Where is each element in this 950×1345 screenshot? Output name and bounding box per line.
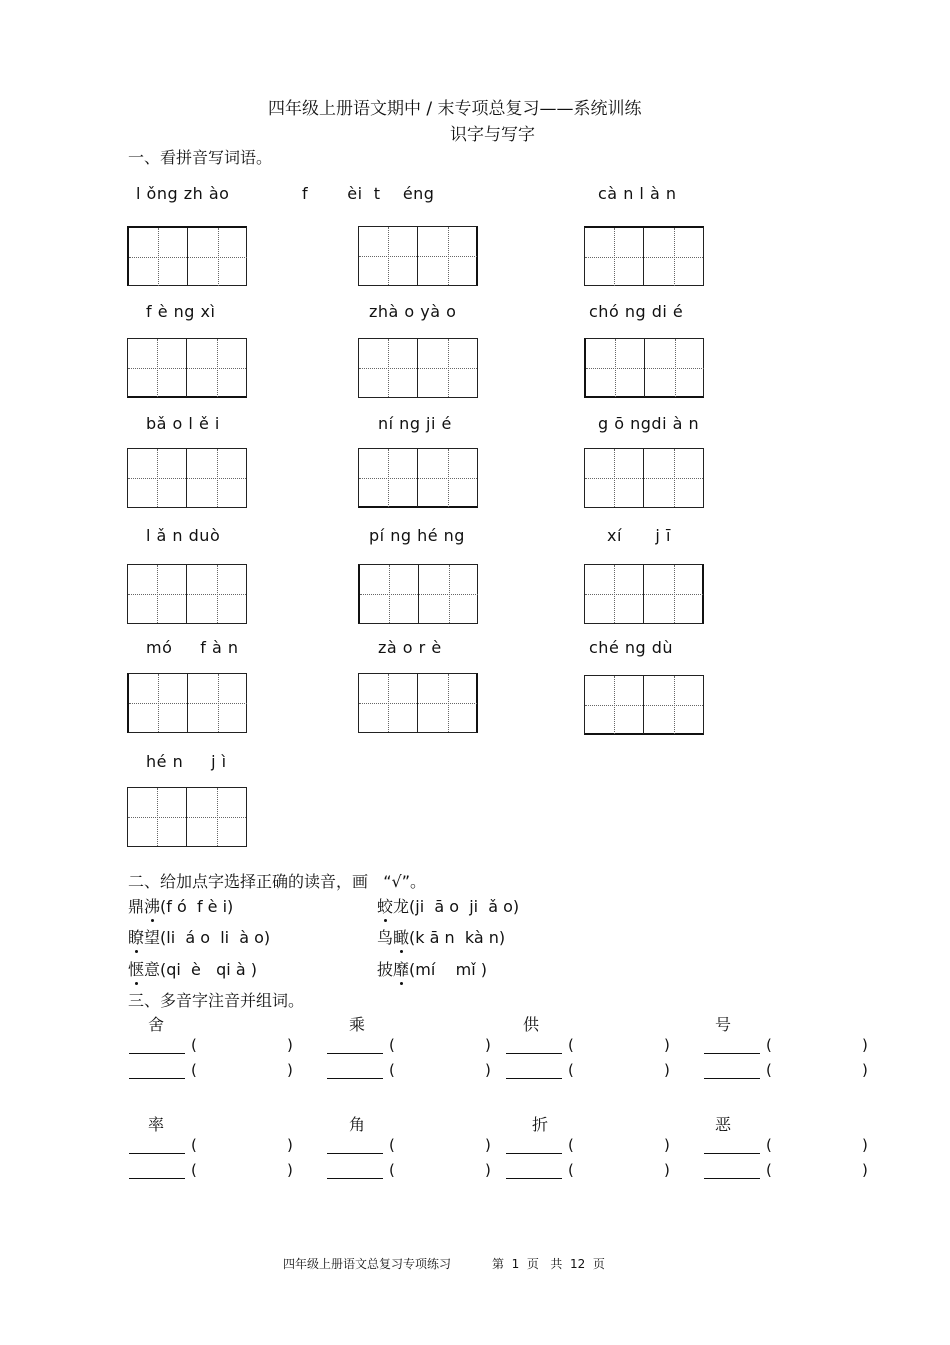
polyphonic-char: 乘 (349, 1015, 366, 1034)
polyphonic-char: 舍 (148, 1015, 165, 1034)
pronunciation-item[interactable] (128, 925, 270, 948)
answer-blank[interactable] (129, 1036, 293, 1054)
open-paren: ( (389, 1161, 395, 1179)
pronunciation-item[interactable] (377, 894, 519, 917)
close-paren: ) (862, 1036, 868, 1054)
close-paren: ) (287, 1161, 293, 1179)
answer-blank[interactable] (704, 1161, 868, 1179)
open-paren: ( (389, 1061, 395, 1079)
close-paren: ) (862, 1136, 868, 1154)
close-paren: ) (287, 1136, 293, 1154)
reading-options: (qi è qi à ) (160, 960, 257, 979)
reading-options: (ji ā o ji ǎ o) (409, 897, 520, 916)
open-paren: ( (191, 1036, 197, 1054)
polyphonic-char: 恶 (715, 1115, 732, 1134)
pinyin-label: hé n j ì (146, 752, 227, 771)
answer-blank[interactable] (506, 1161, 670, 1179)
pinyin-label: zhà o yà o (369, 302, 457, 321)
word-char: 望 (144, 928, 161, 947)
pinyin-label: l ǎ n duò (146, 526, 221, 545)
pinyin-line[interactable] (506, 1064, 562, 1079)
answer-blank[interactable] (327, 1036, 491, 1054)
word-char: 鸟 (377, 928, 394, 947)
open-paren: ( (766, 1136, 772, 1154)
close-paren: ) (485, 1036, 491, 1054)
pinyin-line[interactable] (506, 1039, 562, 1054)
writing-grid[interactable] (358, 673, 478, 733)
footer-text: 四年级上册语文总复习专项练习 (283, 1257, 452, 1271)
polyphonic-char: 折 (532, 1115, 549, 1134)
pinyin-line[interactable] (129, 1039, 185, 1054)
word-char: 披 (377, 960, 394, 979)
dotted-char: 靡 (393, 957, 409, 980)
pinyin-line[interactable] (704, 1164, 760, 1179)
close-paren: ) (862, 1061, 868, 1079)
dotted-char: 瞭 (128, 925, 144, 948)
writing-grid[interactable] (358, 448, 478, 508)
pinyin-line[interactable] (129, 1164, 185, 1179)
open-paren: ( (191, 1061, 197, 1079)
close-paren: ) (485, 1061, 491, 1079)
polyphonic-char: 供 (523, 1015, 540, 1034)
close-paren: ) (485, 1136, 491, 1154)
pinyin-label: l ǒng zh ào (136, 184, 230, 203)
open-paren: ( (568, 1036, 574, 1054)
open-paren: ( (766, 1036, 772, 1054)
pinyin-line[interactable] (704, 1139, 760, 1154)
writing-grid[interactable] (127, 564, 247, 624)
page-title: 四年级上册语文期中 / 末专项总复习——系统训练 (268, 99, 642, 119)
pinyin-label: cà n l à n (598, 184, 677, 203)
pinyin-label: mó f à n (146, 638, 239, 657)
close-paren: ) (664, 1136, 670, 1154)
writing-grid[interactable] (127, 448, 247, 508)
open-paren: ( (389, 1036, 395, 1054)
close-paren: ) (287, 1036, 293, 1054)
pronunciation-item[interactable] (128, 894, 233, 917)
pinyin-label: zà o r è (378, 638, 442, 657)
pinyin-line[interactable] (506, 1139, 562, 1154)
pinyin-label: ché ng dù (589, 638, 674, 657)
pronunciation-item[interactable] (377, 925, 505, 948)
page-subtitle: 识字与写字 (450, 125, 535, 145)
dotted-char: 惬 (128, 957, 144, 980)
writing-grid[interactable] (584, 448, 704, 508)
answer-blank[interactable] (506, 1136, 670, 1154)
pinyin-line[interactable] (327, 1064, 383, 1079)
open-paren: ( (191, 1161, 197, 1179)
reading-options: (f ó f è i) (160, 897, 234, 916)
answer-blank[interactable] (506, 1036, 670, 1054)
open-paren: ( (568, 1161, 574, 1179)
page-number: 第 1 页 共 12 页 (492, 1257, 605, 1271)
section3-heading: 三、多音字注音并组词。 (128, 991, 305, 1010)
pinyin-label: g ō ngdi à n (598, 414, 700, 433)
close-paren: ) (287, 1061, 293, 1079)
answer-blank[interactable] (327, 1136, 491, 1154)
word-char: 龙 (393, 897, 410, 916)
writing-grid[interactable] (127, 673, 247, 733)
section2-heading: 二、给加点字选择正确的读音，画 “√”。 (128, 872, 427, 891)
answer-blank[interactable] (704, 1061, 868, 1079)
writing-grid[interactable] (127, 787, 247, 847)
dotted-char: 瞰 (393, 925, 409, 948)
pinyin-line[interactable] (327, 1039, 383, 1054)
dotted-char: 蛟 (377, 894, 393, 917)
writing-grid[interactable] (358, 338, 478, 398)
answer-blank[interactable] (129, 1136, 293, 1154)
close-paren: ) (664, 1036, 670, 1054)
answer-blank[interactable] (129, 1161, 293, 1179)
polyphonic-char: 率 (148, 1115, 165, 1134)
open-paren: ( (389, 1136, 395, 1154)
open-paren: ( (766, 1061, 772, 1079)
word-char: 鼎 (128, 897, 145, 916)
section1-heading: 一、看拼音写词语。 (128, 148, 273, 167)
writing-grid[interactable] (584, 338, 704, 398)
reading-options: (k ā n kà n) (409, 928, 506, 947)
answer-blank[interactable] (327, 1061, 491, 1079)
polyphonic-char: 号 (715, 1015, 732, 1034)
writing-grid[interactable] (584, 226, 704, 286)
pinyin-line[interactable] (327, 1164, 383, 1179)
pinyin-label: f èi t éng (302, 184, 435, 203)
answer-blank[interactable] (506, 1061, 670, 1079)
pinyin-label: chó ng di é (589, 302, 684, 321)
close-paren: ) (664, 1161, 670, 1179)
pronunciation-item[interactable] (377, 957, 487, 980)
writing-grid[interactable] (358, 226, 478, 286)
pinyin-line[interactable] (129, 1064, 185, 1079)
pinyin-line[interactable] (327, 1139, 383, 1154)
answer-blank[interactable] (704, 1036, 868, 1054)
answer-blank[interactable] (129, 1061, 293, 1079)
reading-options: (mí mǐ ) (409, 960, 488, 979)
word-char: 意 (144, 960, 161, 979)
open-paren: ( (568, 1136, 574, 1154)
pronunciation-item[interactable] (128, 957, 257, 980)
writing-grid[interactable] (127, 226, 247, 286)
pinyin-line[interactable] (704, 1039, 760, 1054)
pinyin-line[interactable] (129, 1139, 185, 1154)
reading-options: (li á o li à o) (160, 928, 271, 947)
open-paren: ( (568, 1061, 574, 1079)
pinyin-label: bǎ o l ě i (146, 414, 220, 433)
writing-grid[interactable] (584, 675, 704, 735)
pinyin-line[interactable] (506, 1164, 562, 1179)
pinyin-label: xí j ī (607, 526, 671, 545)
pinyin-label: f è ng xì (146, 302, 216, 321)
writing-grid[interactable] (127, 338, 247, 398)
close-paren: ) (485, 1161, 491, 1179)
open-paren: ( (191, 1136, 197, 1154)
polyphonic-char: 角 (349, 1115, 366, 1134)
open-paren: ( (766, 1161, 772, 1179)
pinyin-line[interactable] (704, 1064, 760, 1079)
close-paren: ) (664, 1061, 670, 1079)
close-paren: ) (862, 1161, 868, 1179)
writing-grid[interactable] (584, 564, 704, 624)
answer-blank[interactable] (327, 1161, 491, 1179)
pinyin-label: ní ng ji é (378, 414, 452, 433)
writing-grid[interactable] (358, 564, 478, 624)
dotted-char: 沸 (144, 894, 160, 917)
answer-blank[interactable] (704, 1136, 868, 1154)
pinyin-label: pí ng hé ng (369, 526, 465, 545)
